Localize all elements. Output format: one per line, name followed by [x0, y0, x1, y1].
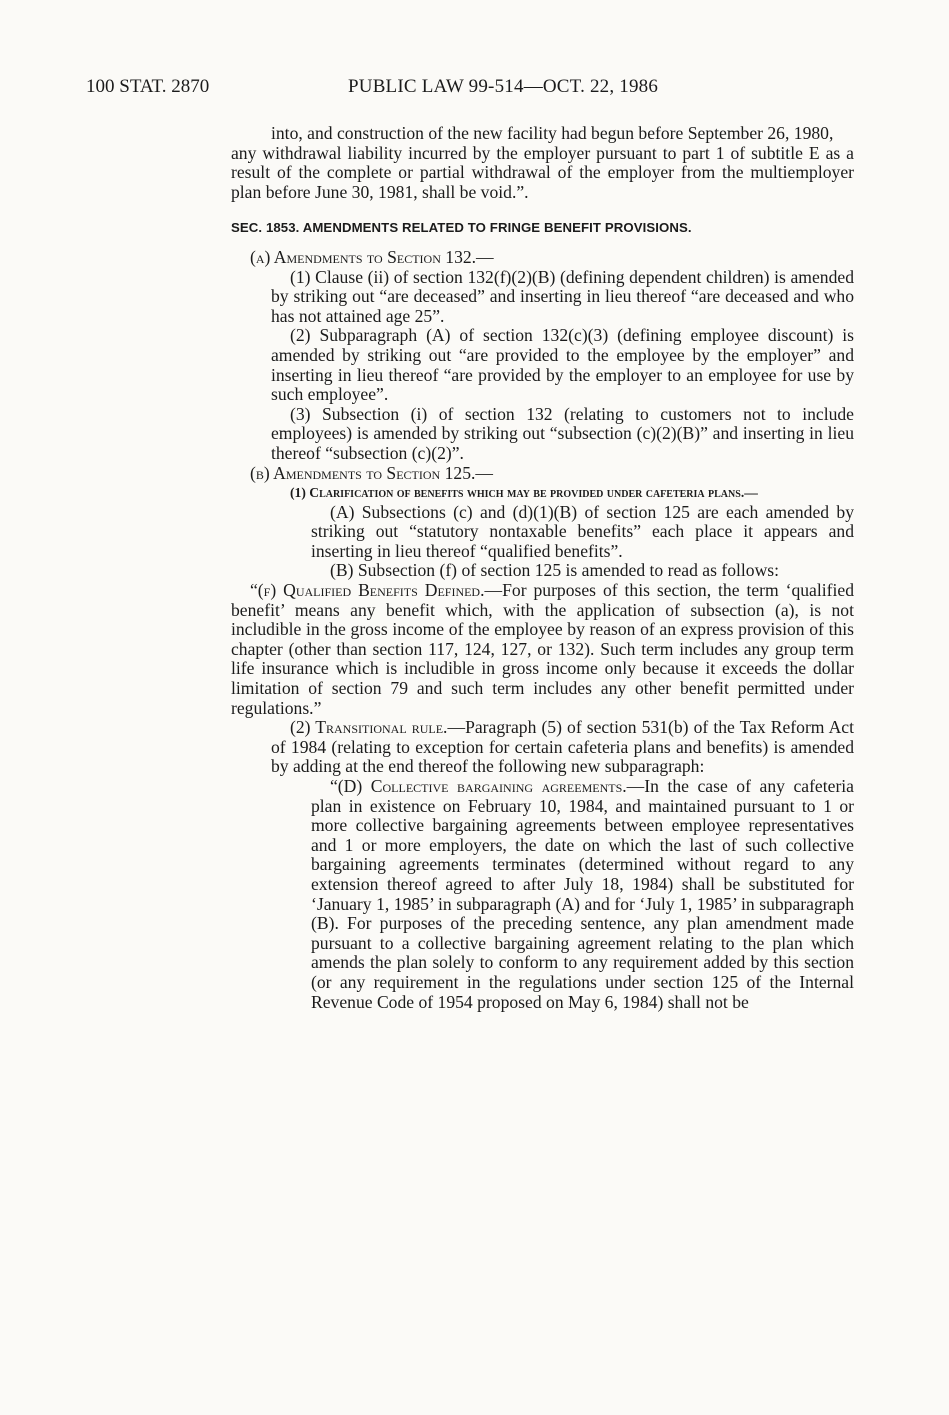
subsection-a-heading: (a) Amendments to Section 132.— — [250, 246, 494, 267]
paragraph-b2-text: —Paragraph (5) of section 531(b) of the Tax Reform Act of 1984 (relating to exception for certain cafeteria plans and benefits) is amended by adding at the end thereof the following new subparagraph: — [271, 717, 854, 777]
document-body — [231, 124, 854, 1012]
quoted-subsection-f — [231, 581, 854, 718]
paragraph-b2-heading: (2) Transitional rule. — [290, 717, 448, 738]
paragraph-a1: (1) Clause (ii) of section 132(f)(2)(B) (defining dependent children) is amended by striking out “are deceased” and inserting in lieu thereof “are deceased and who has not attained age 25”. — [271, 266, 854, 326]
subsection-b-heading: (b) Amendments to Section 125.— — [250, 462, 493, 483]
paragraph-a2: (2) Subparagraph (A) of section 132(c)(3) (defining employee discount) is amended by striking out “are provided to the employee by the employer” and inserting in lieu thereof “are provided by the employer to an employee for use by such employee”. — [271, 325, 854, 405]
paragraph-b2 — [231, 718, 854, 777]
stat-page-number: 100 STAT. 2870 — [86, 76, 210, 97]
running-head: PUBLIC LAW 99-514—OCT. 22, 1986 — [348, 76, 659, 97]
quoted-subparagraph-D — [231, 777, 854, 1012]
subparagraph-D-heading: “(D) Collective bargaining agreements. — [330, 776, 627, 796]
paragraph-continuation: into, and construction of the new facility had begun before September 26, 1980, — [271, 123, 834, 143]
subsection-f-heading: “(f) Qualified Benefits Defined. — [250, 580, 485, 601]
subparagraph-b1A: (A) Subsections (c) and (d)(1)(B) of section 125 are each amended by striking out “statutory nontaxable benefits” each place it appears and inserting in lieu thereof “qualified benefits”. — [311, 501, 854, 561]
paragraph-withdrawal-liability: any withdrawal liability incurred by the employer pursuant to part 1 of subtitle E as a result of the complete or partial withdrawal of the employer from the multiemployer plan before June 30, 1981, shall be void.”. — [231, 142, 854, 202]
subparagraph-D-text: —In the case of any cafeteria plan in existence on February 10, 1984, and maintained pursuant to 1 or more collective bargaining agreements between employee representatives and 1 or more employers, the date on which the last of such collective bargaining agreements terminates (determined without regard to any extension thereof agreed to after July 18, 1984) shall be substituted for ‘January 1, 1985’ in subparagraph (A) and for ‘July 1, 1985’ in subparagraph (B). For purposes of the preceding sentence, any plan amendment made pursuant to a collective bargaining agreement relating to the plan which amends the plan solely to conform to any requirement added by this section (or any requirement in the regulations under section 125 of the Internal Revenue Code of 1954 proposed on May 6, 1984) shall not be — [311, 776, 854, 1012]
subsection-f-text: —For purposes of this section, the term ‘qualified benefit’ means any benefit which, with the application of subsection (a), is not includible in the gross income of the employee by reason of an express provision of this chapter (other than section 117, 124, 127, or 132). Such term includes any group term life insurance which is includible in gross income only because it exceeds the dollar limitation of section 79 and such term includes any other benefit permitted under regulations.” — [231, 580, 854, 718]
page-header — [86, 76, 866, 102]
section-heading: SEC. 1853. AMENDMENTS RELATED TO FRINGE BENEFIT PROVISIONS. — [231, 220, 692, 236]
paragraph-a3: (3) Subsection (i) of section 132 (relating to customers not to include employees) is amended by striking out “subsection (c)(2)(B)” and inserting in lieu thereof “subsection (c)(2)”. — [271, 403, 854, 463]
paragraph-b1-heading: (1) Clarification of benefits which may be provided under cafeteria plans.— — [290, 485, 758, 501]
subparagraph-b1B: (B) Subsection (f) of section 125 is amended to read as follows: — [330, 560, 780, 581]
